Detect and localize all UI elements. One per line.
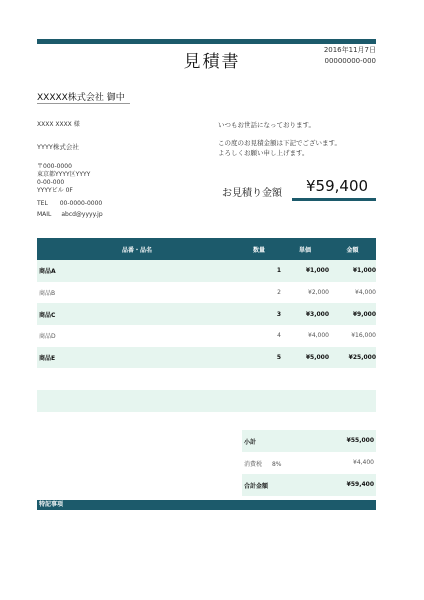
item-quantity: 2 <box>237 282 281 304</box>
estimate-total-label: お見積り金額 <box>222 188 282 199</box>
item-amount <box>329 368 376 390</box>
tax-row <box>242 452 376 474</box>
subtotal-row <box>242 430 376 452</box>
mail-label: MAIL <box>37 211 52 218</box>
client-underline <box>37 103 130 104</box>
tax-label: 消費税 <box>244 461 263 468</box>
subtotal-value: ¥55,000 <box>346 437 374 444</box>
issuer-tel <box>37 200 102 208</box>
item-unit-price: ¥1,000 <box>281 260 329 282</box>
table-row <box>37 368 376 390</box>
item-quantity <box>237 390 281 412</box>
item-quantity: 4 <box>237 325 281 347</box>
notes-label: 特記事項 <box>39 501 64 508</box>
item-quantity: 1 <box>237 260 281 282</box>
item-unit-price: ¥4,000 <box>281 325 329 347</box>
item-unit-price: ¥3,000 <box>281 303 329 325</box>
client-contact: XXXX XXXX 様 <box>37 121 80 128</box>
line-items-table <box>37 238 376 434</box>
item-amount: ¥1,000 <box>329 260 376 282</box>
item-name <box>37 390 237 412</box>
tel-number: 00-0000-0000 <box>59 200 103 207</box>
table-row <box>37 303 376 325</box>
item-quantity: 3 <box>237 303 281 325</box>
item-name: 商品A <box>37 260 237 282</box>
item-amount: ¥16,000 <box>329 325 376 347</box>
item-name: 商品C <box>37 303 237 325</box>
table-row <box>37 282 376 304</box>
item-quantity: 5 <box>237 347 281 369</box>
issuer-mail <box>37 211 103 219</box>
item-amount <box>329 390 376 412</box>
header-item-name: 品番・品名 <box>37 238 237 260</box>
document-number: 00000000-000 <box>324 57 376 65</box>
table-header-row <box>37 238 376 260</box>
header-quantity: 数量 <box>237 238 281 260</box>
table-row <box>37 347 376 369</box>
greeting-line: この度のお見積金額は下記でございます。 <box>218 139 341 147</box>
item-name: 商品D <box>37 325 237 347</box>
item-amount: ¥25,000 <box>329 347 376 369</box>
mail-address: abcd@yyyy.jp <box>61 211 103 218</box>
item-unit-price: ¥5,000 <box>281 347 329 369</box>
item-unit-price <box>281 368 329 390</box>
item-name: 商品E <box>37 347 237 369</box>
greeting-line: いつもお世話になっております。 <box>218 121 315 129</box>
header-unit-price: 単価 <box>281 238 329 260</box>
issuer-building: YYYYビル 0F <box>37 187 73 194</box>
table-row <box>37 260 376 282</box>
estimate-total-underline <box>292 198 376 201</box>
item-amount: ¥9,000 <box>329 303 376 325</box>
notes-header <box>37 500 376 510</box>
greeting <box>218 120 341 158</box>
subtotal-label: 小計 <box>244 439 257 446</box>
estimate-total-value: ¥59,400 <box>306 177 369 195</box>
tax-value: ¥4,400 <box>353 459 374 466</box>
item-amount: ¥4,000 <box>329 282 376 304</box>
client-name: XXXXX株式会社 御中 <box>37 93 125 103</box>
issuer-company: YYYY株式会社 <box>37 143 79 151</box>
issue-info <box>324 45 376 67</box>
item-unit-price <box>281 390 329 412</box>
issue-date: 2016年11月7日 <box>323 46 376 54</box>
issuer-address-line: 東京都YYYY区YYYY <box>37 171 91 178</box>
greeting-line: よろしくお願い申し上げます。 <box>218 149 309 157</box>
item-unit-price: ¥2,000 <box>281 282 329 304</box>
issuer-postal: 〒000-0000 <box>37 163 72 170</box>
item-name <box>37 412 237 434</box>
grand-total-label: 合計金額 <box>244 483 269 490</box>
item-name: 商品B <box>37 282 237 304</box>
document-title: 見積書 <box>183 52 241 72</box>
header-accent-bar <box>37 39 376 44</box>
item-quantity <box>237 368 281 390</box>
table-row <box>37 325 376 347</box>
issuer-address <box>37 163 90 195</box>
grand-total-value: ¥59,400 <box>346 481 374 488</box>
tax-rate: 8% <box>271 461 282 468</box>
issuer-address-line: 0-00-000 <box>37 179 65 186</box>
header-amount: 金額 <box>329 238 376 260</box>
grand-total-row <box>242 474 376 496</box>
tel-label: TEL <box>37 200 48 207</box>
item-name <box>37 368 237 390</box>
table-row <box>37 390 376 412</box>
